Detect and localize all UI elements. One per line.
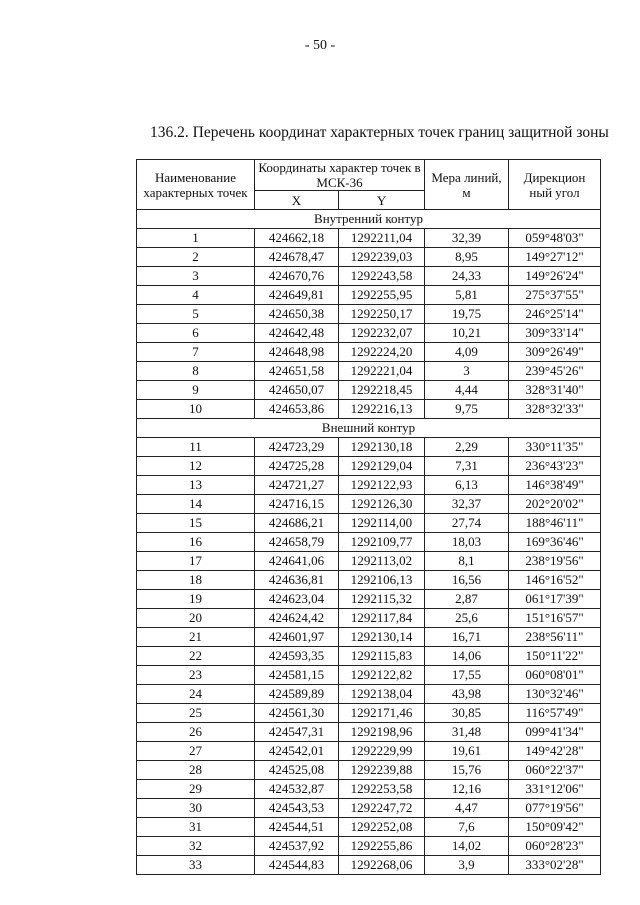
direction-angle: 061°17'39"	[509, 590, 601, 609]
line-length: 17,55	[425, 666, 509, 685]
direction-angle: 146°16'52"	[509, 571, 601, 590]
table-row	[137, 305, 601, 324]
line-length: 14,06	[425, 647, 509, 666]
coord-y: 1292255,86	[339, 837, 425, 856]
coord-x: 424561,30	[255, 704, 339, 723]
coord-x: 424601,97	[255, 628, 339, 647]
table-row	[137, 856, 601, 875]
coord-y: 1292129,04	[339, 457, 425, 476]
header-direction-angle: Дирекцион ный угол	[509, 160, 601, 210]
line-length: 8,95	[425, 248, 509, 267]
table-row	[137, 362, 601, 381]
coord-x: 424653,86	[255, 400, 339, 419]
coord-y: 1292232,07	[339, 324, 425, 343]
table-row	[137, 761, 601, 780]
point-number: 21	[137, 628, 255, 647]
coord-x: 424593,35	[255, 647, 339, 666]
direction-angle: 060°28'23"	[509, 837, 601, 856]
header-point-name: Наименование характерных точек	[137, 160, 255, 210]
point-number: 32	[137, 837, 255, 856]
direction-angle: 333°02'28"	[509, 856, 601, 875]
direction-angle: 169°36'46"	[509, 533, 601, 552]
line-length: 18,03	[425, 533, 509, 552]
point-number: 12	[137, 457, 255, 476]
direction-angle: 146°38'49"	[509, 476, 601, 495]
line-length: 4,47	[425, 799, 509, 818]
coord-x: 424581,15	[255, 666, 339, 685]
page-number: - 50 -	[304, 38, 336, 53]
table-row	[137, 514, 601, 533]
line-length: 25,6	[425, 609, 509, 628]
table-row	[137, 742, 601, 761]
coord-y: 1292130,14	[339, 628, 425, 647]
direction-angle: 275°37'55"	[509, 286, 601, 305]
direction-angle: 149°27'12"	[509, 248, 601, 267]
line-length: 4,44	[425, 381, 509, 400]
line-length: 31,48	[425, 723, 509, 742]
direction-angle: 238°19'56"	[509, 552, 601, 571]
direction-angle: 246°25'14"	[509, 305, 601, 324]
direction-angle: 328°32'33"	[509, 400, 601, 419]
line-length: 30,85	[425, 704, 509, 723]
coord-y: 1292138,04	[339, 685, 425, 704]
table-row	[137, 685, 601, 704]
line-length: 12,16	[425, 780, 509, 799]
line-length: 7,31	[425, 457, 509, 476]
table-row	[137, 343, 601, 362]
point-number: 8	[137, 362, 255, 381]
table-row	[137, 723, 601, 742]
table-row	[137, 780, 601, 799]
coord-x: 424547,31	[255, 723, 339, 742]
coord-x: 424623,04	[255, 590, 339, 609]
direction-angle: 150°09'42"	[509, 818, 601, 837]
coord-x: 424543,53	[255, 799, 339, 818]
point-number: 3	[137, 267, 255, 286]
table-row	[137, 647, 601, 666]
line-length: 19,61	[425, 742, 509, 761]
coord-y: 1292126,30	[339, 495, 425, 514]
point-number: 29	[137, 780, 255, 799]
coord-y: 1292221,04	[339, 362, 425, 381]
point-number: 14	[137, 495, 255, 514]
point-number: 19	[137, 590, 255, 609]
point-number: 5	[137, 305, 255, 324]
table-row	[137, 799, 601, 818]
point-number: 30	[137, 799, 255, 818]
coord-x: 424544,83	[255, 856, 339, 875]
point-number: 15	[137, 514, 255, 533]
header-y: Y	[339, 191, 425, 210]
direction-angle: 150°11'22"	[509, 647, 601, 666]
coord-x: 424658,79	[255, 533, 339, 552]
point-number: 1	[137, 229, 255, 248]
point-number: 6	[137, 324, 255, 343]
table-row	[137, 286, 601, 305]
direction-angle: 060°08'01"	[509, 666, 601, 685]
table-row	[137, 704, 601, 723]
coord-y: 1292117,84	[339, 609, 425, 628]
coord-x: 424686,21	[255, 514, 339, 533]
coord-x: 424725,28	[255, 457, 339, 476]
direction-angle: 077°19'56"	[509, 799, 601, 818]
coord-y: 1292115,32	[339, 590, 425, 609]
line-length: 15,76	[425, 761, 509, 780]
direction-angle: 309°33'14"	[509, 324, 601, 343]
direction-angle: 099°41'34"	[509, 723, 601, 742]
point-number: 16	[137, 533, 255, 552]
point-number: 18	[137, 571, 255, 590]
point-number: 22	[137, 647, 255, 666]
direction-angle: 331°12'06"	[509, 780, 601, 799]
coord-x: 424537,92	[255, 837, 339, 856]
table-row	[137, 533, 601, 552]
coord-x: 424723,29	[255, 438, 339, 457]
coord-y: 1292243,58	[339, 267, 425, 286]
coord-x: 424648,98	[255, 343, 339, 362]
coord-x: 424650,07	[255, 381, 339, 400]
line-length: 4,09	[425, 343, 509, 362]
point-number: 28	[137, 761, 255, 780]
coord-x: 424670,76	[255, 267, 339, 286]
point-number: 24	[137, 685, 255, 704]
table-row	[137, 818, 601, 837]
coord-y: 1292198,96	[339, 723, 425, 742]
section-row	[137, 210, 601, 229]
line-length: 19,75	[425, 305, 509, 324]
direction-angle: 330°11'35"	[509, 438, 601, 457]
point-number: 33	[137, 856, 255, 875]
point-number: 26	[137, 723, 255, 742]
table-row	[137, 267, 601, 286]
table-row	[137, 552, 601, 571]
direction-angle: 309°26'49"	[509, 343, 601, 362]
coord-x: 424542,01	[255, 742, 339, 761]
point-number: 17	[137, 552, 255, 571]
coord-x: 424532,87	[255, 780, 339, 799]
table-row	[137, 229, 601, 248]
line-length: 3,9	[425, 856, 509, 875]
line-length: 10,21	[425, 324, 509, 343]
line-length: 16,56	[425, 571, 509, 590]
coordinates-table	[136, 159, 601, 875]
point-number: 31	[137, 818, 255, 837]
coord-x: 424716,15	[255, 495, 339, 514]
point-number: 11	[137, 438, 255, 457]
point-number: 9	[137, 381, 255, 400]
point-number: 2	[137, 248, 255, 267]
coord-y: 1292252,08	[339, 818, 425, 837]
table-row	[137, 457, 601, 476]
point-number: 7	[137, 343, 255, 362]
table-body	[137, 210, 601, 875]
coord-y: 1292130,18	[339, 438, 425, 457]
document-heading: 136.2. Перечень координат характерных точек границ защитной зоны	[150, 124, 609, 141]
table-row	[137, 609, 601, 628]
header-x: X	[255, 191, 339, 210]
point-number: 13	[137, 476, 255, 495]
coord-y: 1292211,04	[339, 229, 425, 248]
coord-x: 424636,81	[255, 571, 339, 590]
coord-x: 424662,18	[255, 229, 339, 248]
coord-y: 1292218,45	[339, 381, 425, 400]
section-row	[137, 419, 601, 438]
coord-y: 1292253,58	[339, 780, 425, 799]
line-length: 5,81	[425, 286, 509, 305]
coord-y: 1292115,83	[339, 647, 425, 666]
line-length: 27,74	[425, 514, 509, 533]
coord-y: 1292224,20	[339, 343, 425, 362]
direction-angle: 239°45'26"	[509, 362, 601, 381]
line-length: 2,87	[425, 590, 509, 609]
line-length: 6,13	[425, 476, 509, 495]
line-length: 2,29	[425, 438, 509, 457]
coord-x: 424651,58	[255, 362, 339, 381]
line-length: 8,1	[425, 552, 509, 571]
direction-angle: 188°46'11"	[509, 514, 601, 533]
line-length: 32,39	[425, 229, 509, 248]
table-row	[137, 381, 601, 400]
coord-y: 1292114,00	[339, 514, 425, 533]
direction-angle: 130°32'46"	[509, 685, 601, 704]
section-title: Внешний контур	[137, 419, 601, 438]
line-length: 9,75	[425, 400, 509, 419]
section-title: Внутренний контур	[137, 210, 601, 229]
coord-y: 1292171,46	[339, 704, 425, 723]
table-row	[137, 248, 601, 267]
coord-x: 424641,06	[255, 552, 339, 571]
direction-angle: 236°43'23"	[509, 457, 601, 476]
coord-y: 1292239,03	[339, 248, 425, 267]
table-row	[137, 400, 601, 419]
line-length: 3	[425, 362, 509, 381]
coord-x: 424544,51	[255, 818, 339, 837]
point-number: 4	[137, 286, 255, 305]
coord-y: 1292106,13	[339, 571, 425, 590]
direction-angle: 116°57'49"	[509, 704, 601, 723]
point-number: 10	[137, 400, 255, 419]
coord-y: 1292247,72	[339, 799, 425, 818]
direction-angle: 238°56'11"	[509, 628, 601, 647]
coord-y: 1292109,77	[339, 533, 425, 552]
table-row	[137, 590, 601, 609]
line-length: 24,33	[425, 267, 509, 286]
direction-angle: 202°20'02"	[509, 495, 601, 514]
table-row	[137, 438, 601, 457]
direction-angle: 149°26'24"	[509, 267, 601, 286]
table-row	[137, 837, 601, 856]
table-row	[137, 666, 601, 685]
coord-x: 424678,47	[255, 248, 339, 267]
table-row	[137, 628, 601, 647]
coord-y: 1292216,13	[339, 400, 425, 419]
coord-x: 424649,81	[255, 286, 339, 305]
coord-x: 424650,38	[255, 305, 339, 324]
header-coordinates: Координаты характер точек в МСК-36	[255, 160, 425, 191]
direction-angle: 328°31'40"	[509, 381, 601, 400]
coord-x: 424525,08	[255, 761, 339, 780]
direction-angle: 151°16'57"	[509, 609, 601, 628]
point-number: 20	[137, 609, 255, 628]
table-row	[137, 324, 601, 343]
direction-angle: 059°48'03"	[509, 229, 601, 248]
coord-y: 1292229,99	[339, 742, 425, 761]
line-length: 16,71	[425, 628, 509, 647]
line-length: 32,37	[425, 495, 509, 514]
table-row	[137, 495, 601, 514]
coord-y: 1292113,02	[339, 552, 425, 571]
coord-y: 1292255,95	[339, 286, 425, 305]
point-number: 27	[137, 742, 255, 761]
table-row	[137, 571, 601, 590]
header-line-length: Мера линий, м	[425, 160, 509, 210]
point-number: 25	[137, 704, 255, 723]
line-length: 14,02	[425, 837, 509, 856]
coord-x: 424589,89	[255, 685, 339, 704]
coord-y: 1292122,82	[339, 666, 425, 685]
coord-x: 424721,27	[255, 476, 339, 495]
line-length: 43,98	[425, 685, 509, 704]
coord-x: 424624,42	[255, 609, 339, 628]
line-length: 7,6	[425, 818, 509, 837]
coord-y: 1292122,93	[339, 476, 425, 495]
direction-angle: 060°22'37"	[509, 761, 601, 780]
coord-y: 1292250,17	[339, 305, 425, 324]
direction-angle: 149°42'28"	[509, 742, 601, 761]
coord-x: 424642,48	[255, 324, 339, 343]
coord-y: 1292239,88	[339, 761, 425, 780]
point-number: 23	[137, 666, 255, 685]
coord-y: 1292268,06	[339, 856, 425, 875]
table-row	[137, 476, 601, 495]
